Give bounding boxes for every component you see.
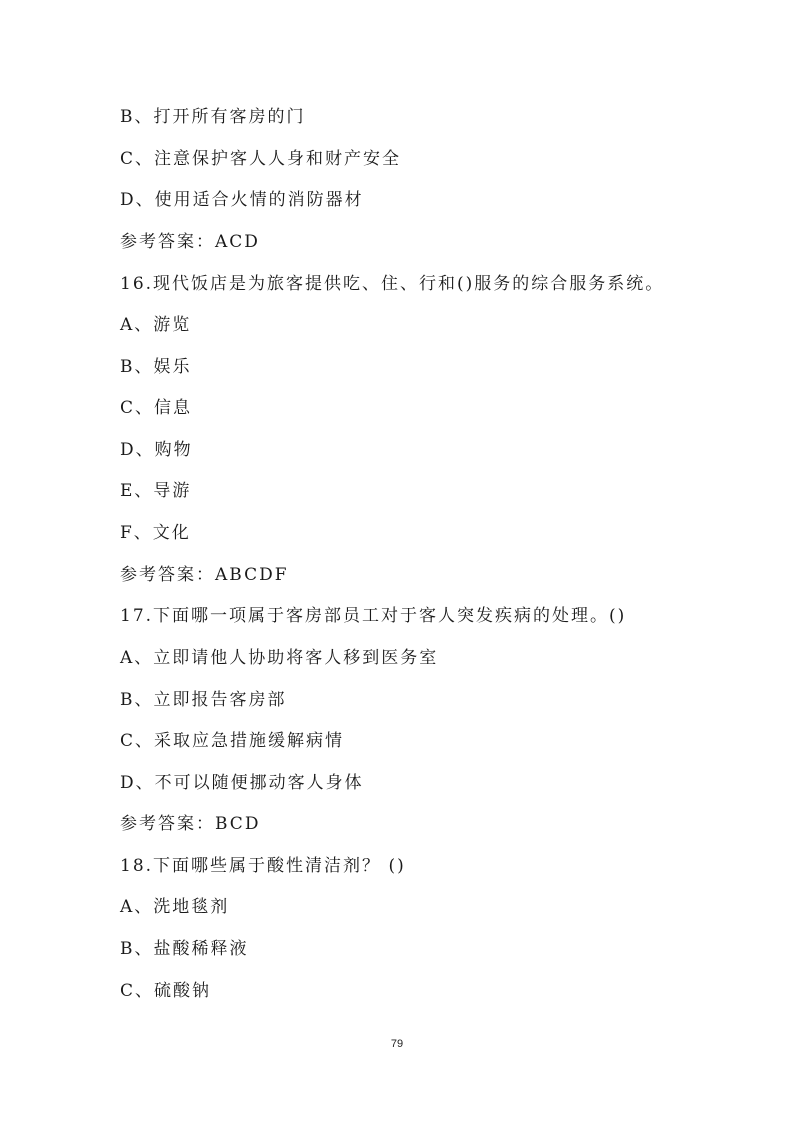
q18-option-a: A、洗地毯剂 — [120, 897, 230, 917]
q16-option-c: C、信息 — [120, 398, 193, 418]
q16-option-a: A、游览 — [120, 315, 192, 335]
option-c-protect-guests: C、注意保护客人人身和财产安全 — [120, 149, 402, 169]
q18-option-b: B、盐酸稀释液 — [120, 939, 249, 959]
q17-option-c: C、采取应急措施缓解病情 — [120, 731, 345, 751]
q17-option-b: B、立即报告客房部 — [120, 690, 287, 710]
page-number: 79 — [390, 1038, 404, 1050]
q16-option-b: B、娱乐 — [120, 357, 192, 377]
q18-option-c: C、硫酸钠 — [120, 981, 212, 1001]
question-16: 16.现代饭店是为旅客提供吃、住、行和()服务的综合服务系统。 — [120, 274, 665, 294]
option-b-open-doors: B、打开所有客房的门 — [120, 107, 306, 127]
question-18: 18.下面哪些属于酸性清洁剂？ () — [120, 856, 406, 876]
q16-option-e: E、导游 — [120, 481, 192, 501]
answer-17: 参考答案：BCD — [120, 814, 261, 834]
q16-option-d: D、购物 — [120, 440, 193, 460]
answer-15: 参考答案：ACD — [120, 232, 260, 252]
question-17: 17.下面哪一项属于客房部员工对于客人突发疾病的处理。() — [120, 606, 627, 626]
answer-16: 参考答案：ABCDF — [120, 565, 289, 585]
option-d-fire-equipment: D、使用适合火情的消防器材 — [120, 190, 364, 210]
q16-option-f: F、文化 — [120, 523, 191, 543]
q17-option-a: A、立即请他人协助将客人移到医务室 — [120, 648, 439, 668]
q17-option-d: D、不可以随便挪动客人身体 — [120, 773, 364, 793]
